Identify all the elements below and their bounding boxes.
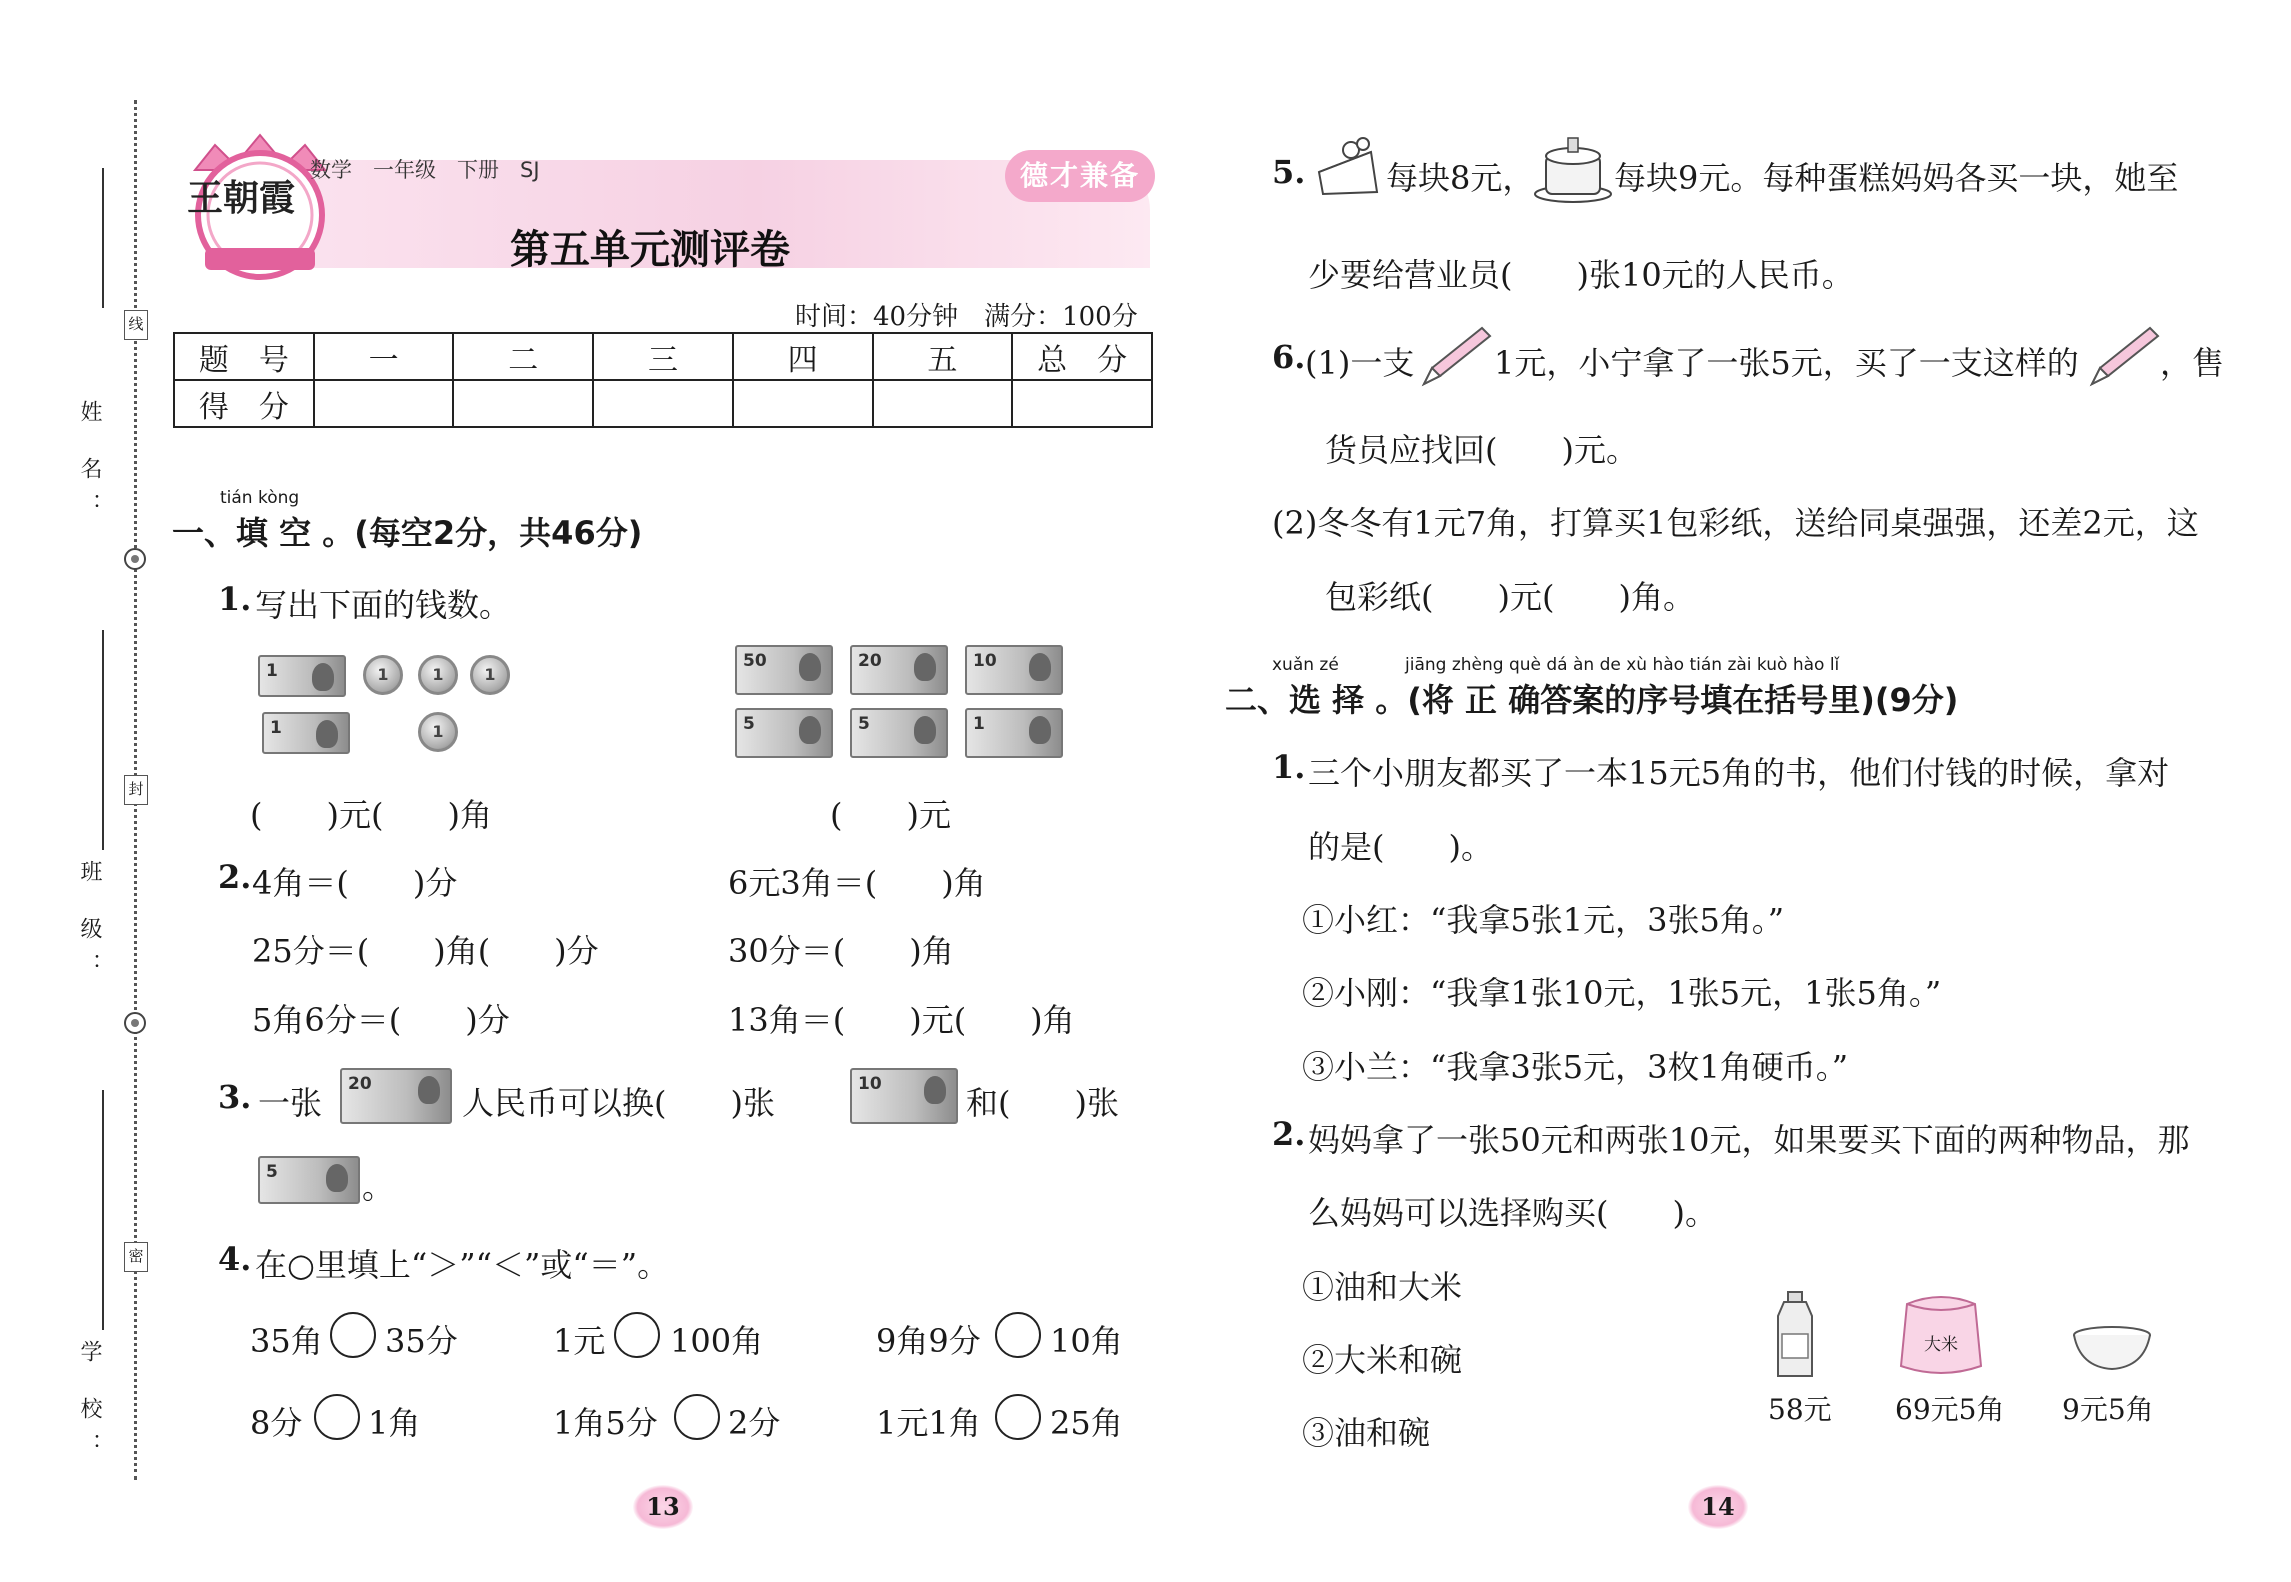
c1-number: 1. — [1272, 748, 1306, 786]
compare-right: 1角 — [368, 1404, 421, 1442]
c1-option: ②小刚：“我拿1张10元，1张5元，1张5角。” — [1302, 974, 1942, 1012]
price-rice: 69元5角 — [1895, 1393, 2005, 1426]
compare-left: 8分 — [250, 1404, 303, 1442]
class-write-line — [102, 630, 104, 850]
score-table-header-row — [174, 333, 1152, 380]
score-table — [173, 332, 1153, 428]
price-oil: 58元 — [1768, 1393, 1832, 1426]
compare-right: 100角 — [670, 1322, 764, 1360]
class-label: 班 级： — [77, 860, 102, 989]
banknote-image: 5 — [735, 708, 833, 758]
time-score-info: 时间：40分钟 满分：100分 — [795, 302, 1138, 332]
c1-option: ③小兰：“我拿3张5元，3枚1角硬币。” — [1302, 1048, 1849, 1086]
c1-text: 的是( )。 — [1308, 828, 1493, 866]
score-input-cell — [314, 380, 454, 427]
compare-circle — [330, 1312, 376, 1358]
seal-seal-mark: 封 — [124, 775, 148, 805]
compare-circle — [614, 1312, 660, 1358]
banknote-image: 10 — [965, 645, 1063, 695]
banknote-image: 1 — [258, 655, 346, 697]
rice-bag-label: 大米 — [1924, 1335, 1958, 1355]
coin-image: 1 — [418, 655, 458, 695]
q2-item: 25分＝( )角( )分 — [252, 932, 599, 970]
compare-circle — [674, 1394, 720, 1440]
compare-circle — [314, 1394, 360, 1440]
compare-left: 1角5分 — [553, 1404, 658, 1442]
q1-answer-b: ( )元 — [830, 796, 951, 834]
oil-bottle-icon — [1770, 1290, 1820, 1380]
compare-right: 10角 — [1050, 1322, 1123, 1360]
coin-image: 1 — [470, 655, 510, 695]
section2-title: 二、选 择 。(将 正 确答案的序号填在括号里)(9分) — [1225, 681, 1959, 719]
q1-answer-a: ( )元( )角 — [250, 796, 492, 834]
c1-text: 三个小朋友都买了一本15元5角的书，他们付钱的时候，拿对 — [1308, 754, 2170, 792]
binding-hole-icon — [124, 1012, 146, 1034]
price-bowl: 9元5角 — [2062, 1393, 2154, 1426]
score-input-cell — [1012, 380, 1152, 427]
compare-right: 25角 — [1050, 1404, 1123, 1442]
page-number-right: 14 — [1688, 1485, 1748, 1529]
q3-text: 一张 — [258, 1084, 323, 1122]
q5-text: 少要给营业员( )张10元的人民币。 — [1308, 256, 1854, 294]
c2-option: ③油和碗 — [1302, 1414, 1431, 1452]
page-title: 第五单元测评卷 — [510, 227, 790, 273]
section2-pinyin: xuǎn zé — [1272, 655, 1339, 675]
score-input-cell — [873, 380, 1013, 427]
subject-line: 数学 一年级 下册 SJ — [310, 158, 540, 182]
q6-text: (2)冬冬有1元7角，打算买1包彩纸，送给同桌强强，还差2元，这 — [1272, 504, 2199, 542]
score-input-cell — [453, 380, 593, 427]
score-cell: 得 分 — [174, 380, 314, 427]
compare-left: 1元1角 — [876, 1404, 981, 1442]
q3-number: 3. — [218, 1078, 252, 1116]
q4-number: 4. — [218, 1240, 252, 1278]
seal-secret-mark: 密 — [124, 1242, 148, 1272]
c2-text: 么妈妈可以选择购买( )。 — [1308, 1194, 1717, 1232]
q2-item: 13角＝( )元( )角 — [728, 1001, 1075, 1039]
banknote-image: 20 — [850, 645, 948, 695]
c1-option: ①小红：“我拿5张1元，3张5角。” — [1302, 901, 1785, 939]
school-write-line — [102, 1090, 104, 1330]
section2-pinyin: jiāng zhèng què dá àn de xù hào tián zài kuò hào lǐ — [1405, 655, 1840, 675]
name-label: 姓 名： — [77, 400, 102, 529]
school-label: 学 校： — [77, 1340, 102, 1469]
q5-text: 每块9元。每种蛋糕妈妈各买一块，她至 — [1614, 159, 2179, 197]
banknote-image: 5 — [850, 708, 948, 758]
section1-title: 一、填 空 。(每空2分，共46分) — [172, 514, 643, 552]
motto-badge: 德才兼备 — [1005, 150, 1155, 202]
binding-hole-icon — [124, 548, 146, 570]
compare-right: 35分 — [385, 1322, 458, 1360]
pencil-icon — [1420, 322, 1494, 388]
q5-text: 每块8元， — [1386, 159, 1535, 197]
q2-number: 2. — [218, 858, 252, 896]
score-cell: 二 — [453, 333, 593, 380]
q6-text: 包彩纸( )元( )角。 — [1325, 578, 1695, 616]
q3-text: 人民币可以换( )张 — [462, 1084, 775, 1122]
bowl-icon — [2070, 1325, 2154, 1375]
banknote-image: 20 — [340, 1068, 452, 1124]
q6-text: (1)一支 — [1305, 344, 1415, 382]
c2-option: ②大米和碗 — [1302, 1341, 1463, 1379]
q2-item: 30分＝( )角 — [728, 932, 954, 970]
compare-left: 9角9分 — [876, 1322, 981, 1360]
score-input-cell — [733, 380, 873, 427]
q6-number: 6. — [1272, 338, 1306, 376]
q6-text: ，售 — [2160, 344, 2225, 382]
banknote-image: 5 — [258, 1156, 360, 1204]
pencil-icon — [2088, 322, 2162, 388]
banknote-image: 10 — [850, 1068, 958, 1124]
q2-item: 4角＝( )分 — [252, 864, 458, 902]
coin-image: 1 — [363, 655, 403, 695]
score-cell: 五 — [873, 333, 1013, 380]
score-cell: 一 — [314, 333, 454, 380]
banknote-image: 1 — [965, 708, 1063, 758]
q2-item: 6元3角＝( )角 — [728, 864, 986, 902]
compare-left: 1元 — [553, 1322, 606, 1360]
compare-right: 2分 — [728, 1404, 781, 1442]
coin-image: 1 — [418, 712, 458, 752]
q2-item: 5角6分＝( )分 — [252, 1001, 510, 1039]
c2-number: 2. — [1272, 1115, 1306, 1153]
score-cell: 四 — [733, 333, 873, 380]
q3-text: 和( )张 — [966, 1084, 1119, 1122]
compare-circle — [995, 1312, 1041, 1358]
banknote-image: 1 — [262, 712, 350, 754]
compare-circle — [995, 1394, 1041, 1440]
score-cell: 题 号 — [174, 333, 314, 380]
banknote-image: 50 — [735, 645, 833, 695]
c2-option: ①油和大米 — [1302, 1268, 1463, 1306]
q6-text: 1元，小宁拿了一张5元，买了一支这样的 — [1494, 344, 2079, 382]
q1-number: 1. — [218, 580, 252, 618]
round-cake-icon — [1532, 132, 1614, 204]
score-cell: 总 分 — [1012, 333, 1152, 380]
compare-left: 35角 — [250, 1322, 323, 1360]
score-cell: 三 — [593, 333, 733, 380]
q6-text: 货员应找回( )元。 — [1325, 431, 1638, 469]
cake-slice-icon — [1315, 128, 1381, 200]
q5-number: 5. — [1272, 153, 1306, 191]
q1-text: 写出下面的钱数。 — [255, 586, 512, 624]
name-write-line — [102, 168, 104, 308]
q4-text: 在○里填上“＞”“＜”或“＝”。 — [255, 1246, 670, 1284]
score-table-score-row — [174, 380, 1152, 427]
brand-name: 王朝霞 — [187, 177, 296, 219]
q3-text: 。 — [362, 1168, 395, 1206]
section1-pinyin: tián kòng — [220, 488, 300, 508]
seal-line-mark: 线 — [124, 310, 148, 340]
score-input-cell — [593, 380, 733, 427]
page-number-left: 13 — [633, 1485, 693, 1529]
c2-text: 妈妈拿了一张50元和两张10元，如果要买下面的两种物品，那 — [1308, 1121, 2190, 1159]
